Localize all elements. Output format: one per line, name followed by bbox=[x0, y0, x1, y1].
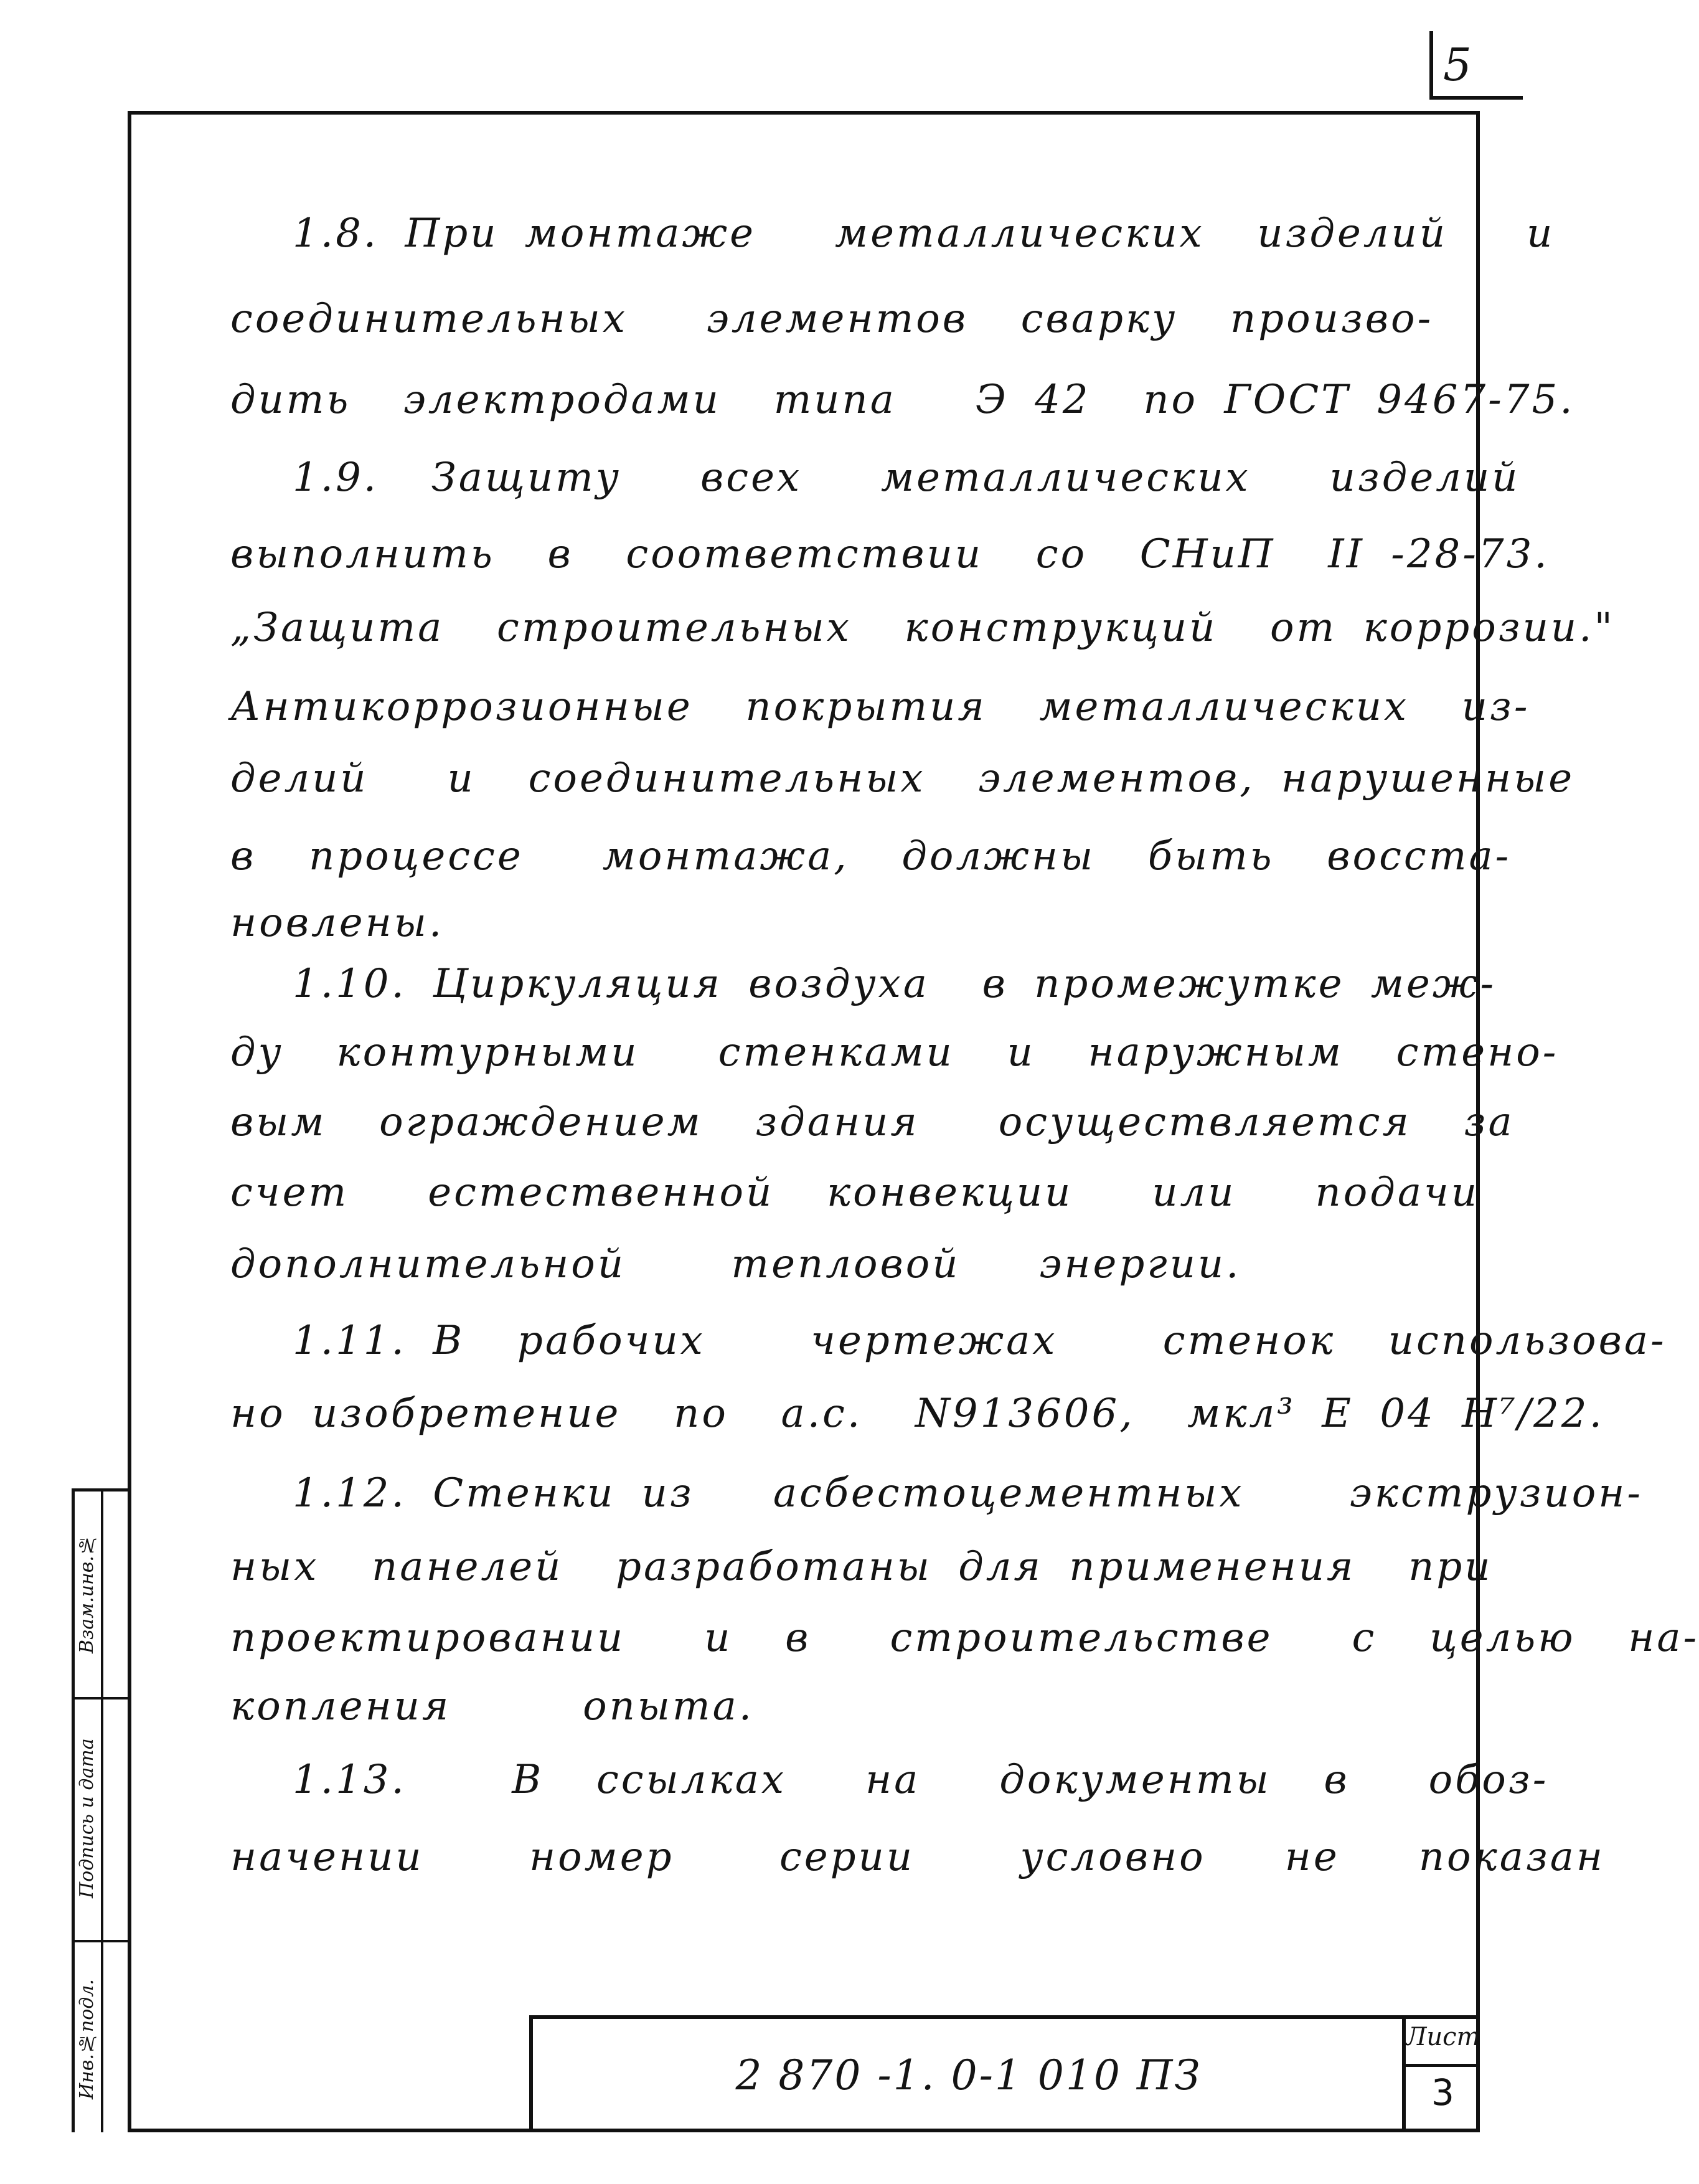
text-line: 1.12. Стенки из асбестоцементных экструзион- bbox=[293, 1470, 1643, 1516]
text-line: 1.8. При монтаже металлических изделий и bbox=[293, 210, 1555, 257]
text-line: новлены. bbox=[230, 900, 445, 946]
text-line: проектировании и в строительстве с целью на- bbox=[230, 1615, 1699, 1661]
stamp-divider bbox=[75, 1940, 129, 1942]
text-line: ду контурными стенками и наружным стено- bbox=[230, 1029, 1559, 1075]
text-line: 1.11. В рабочих чертежах стенок использова- bbox=[293, 1318, 1667, 1364]
stamp-label-signature-date: Подпись и дата bbox=[76, 1738, 98, 1899]
stamp-divider bbox=[75, 1697, 129, 1699]
sheet-divider bbox=[1406, 2064, 1480, 2067]
text-line: 1.10. Циркуляция воздуха в промежутке меж- bbox=[293, 961, 1497, 1007]
margin-stamp bbox=[72, 1488, 129, 2132]
stamp-label-original-inventory: Инв.№подл. bbox=[76, 1979, 98, 2100]
page-number-border-vertical bbox=[1429, 31, 1433, 100]
text-line: выполнить в соответствии со СНиП II -28-73. bbox=[230, 531, 1550, 577]
text-line: но изобретение по а.с. N913606, мкл³ Е 04 Н⁷/22. bbox=[230, 1391, 1604, 1437]
text-line: в процессе монтажа, должны быть восста- bbox=[230, 833, 1512, 879]
sheet-label: Лист bbox=[1406, 2023, 1480, 2051]
sheet-box bbox=[1402, 2019, 1480, 2132]
text-line: копления опыта. bbox=[230, 1683, 755, 1729]
text-line: счет естественной конвекции или подачи bbox=[230, 1170, 1480, 1216]
stamp-divider bbox=[101, 1491, 103, 2132]
text-line: 1.9. Защиту всех металлических изделий bbox=[293, 455, 1520, 501]
text-line: вым ограждением здания осуществляется за bbox=[230, 1099, 1515, 1145]
text-line: дить электродами типа Э 42 по ГОСТ 9467-75. bbox=[230, 377, 1575, 423]
document-code: 2 870 -1. 0-1 010 ПЗ bbox=[735, 2051, 1202, 2099]
page-number: 5 bbox=[1443, 39, 1472, 91]
text-line: 1.13. В ссылках на документы в обоз- bbox=[293, 1757, 1549, 1803]
text-line: Антикоррозионные покрытия металлических из- bbox=[230, 684, 1530, 730]
title-block bbox=[529, 2015, 1480, 2132]
page-number-border-horizontal bbox=[1429, 96, 1523, 100]
text-line: ных панелей разработаны для применения при bbox=[230, 1544, 1493, 1590]
text-line: дополнительной тепловой энергии. bbox=[230, 1241, 1241, 1287]
text-line: начении номер серии условно не показан bbox=[230, 1834, 1606, 1880]
text-line: „Защита строительных конструкций от коррозии." bbox=[230, 605, 1615, 651]
text-line: соединительных элементов сварку произво- bbox=[230, 296, 1434, 342]
stamp-label-replacement-inventory: Взам.инв.№ bbox=[76, 1534, 98, 1653]
text-line: делий и соединительных элементов, нарушенные bbox=[230, 755, 1575, 801]
sheet-number: 3 bbox=[1431, 2071, 1454, 2114]
